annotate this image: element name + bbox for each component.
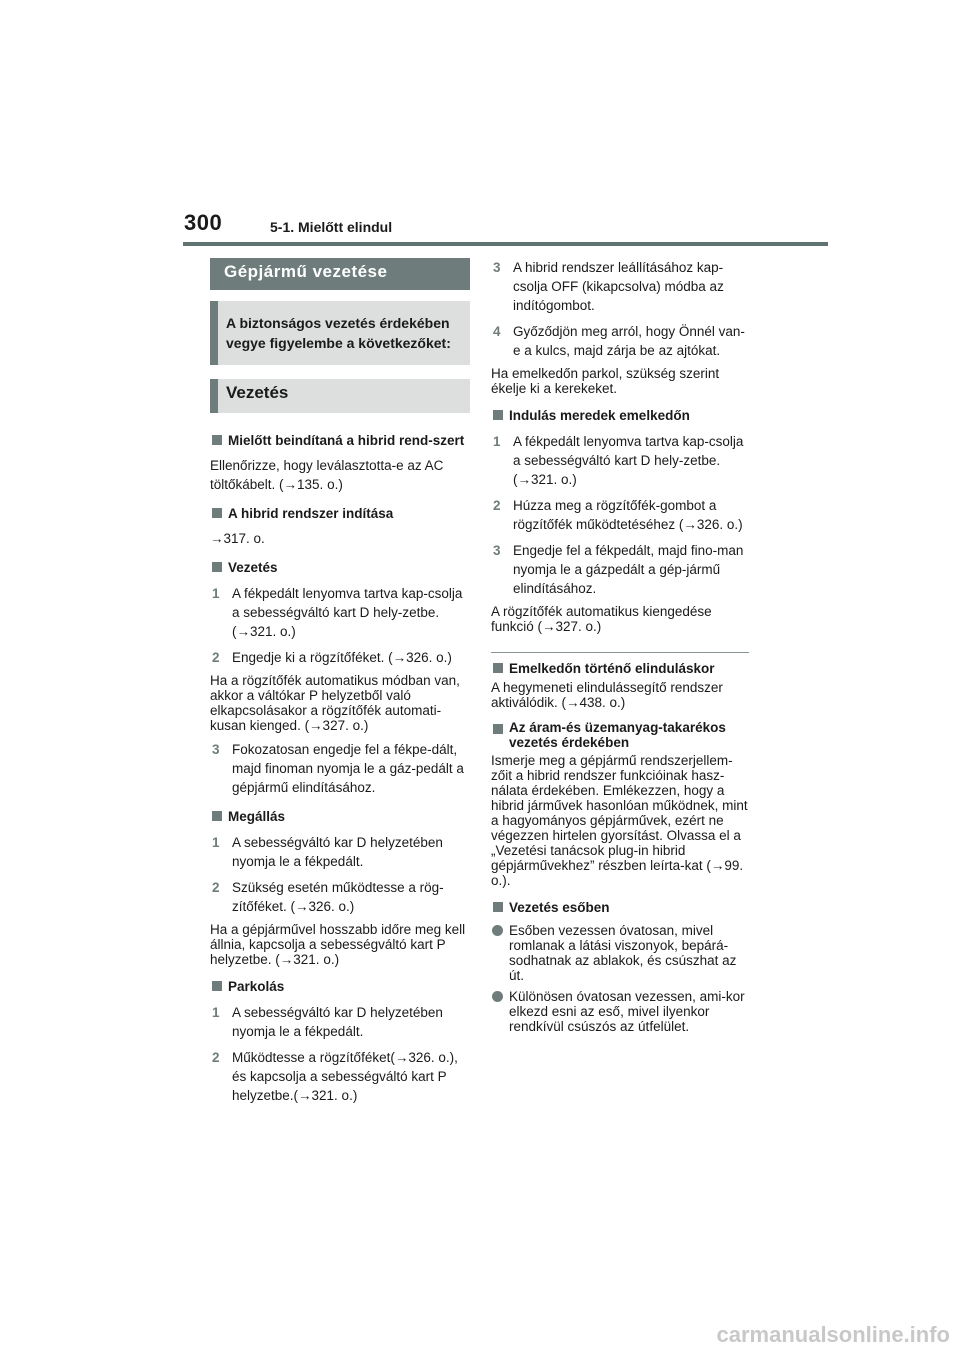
square-bullet-icon	[493, 410, 503, 420]
right-column	[491, 258, 751, 1034]
paragraph: Ha emelkedőn parkol, szükség szerint ékelje ki a kerekeket.	[491, 366, 720, 396]
left-column	[210, 258, 470, 1105]
section-divider	[491, 652, 749, 653]
square-bullet-icon	[493, 663, 503, 673]
intro-text: A biztonságos vezetés érdekében vegye figyelembe a következőket:	[226, 315, 451, 351]
step: 2 Szükség esetén működtesse a rög-zítőféket. (→326. o.)	[212, 880, 444, 914]
step: 2 Húzza meg a rögzítőfék-gombot a rögzítőfék működtetéséhez (→326. o.)	[493, 498, 743, 532]
heading-steep-start: Indulás meredek emelkedőn	[491, 406, 751, 425]
intro-box	[210, 301, 470, 365]
step: 3 A hibrid rendszer leállításához kap-csolja OFF (kikapcsolva) módba az indítógombot.	[493, 260, 724, 313]
square-bullet-icon	[212, 562, 222, 572]
step: 2 Működtesse a rögzítőféket(→326. o.), és kapcsolja a sebességváltó kart P helyzetbe.(→321. o.)	[212, 1050, 458, 1103]
list-item: Esőben vezessen óvatosan, mivel romlanak a látási viszonyok, bepárá-sodhatnak az ablakok, és csúszhat az út.	[491, 923, 751, 983]
heading-driving: Vezetés	[210, 558, 470, 577]
square-bullet-icon	[212, 508, 222, 518]
heading-start: A hibrid rendszer indítása	[210, 504, 470, 523]
step: 1 A sebességváltó kar D helyzetében nyomja le a fékpedált.	[212, 1005, 443, 1039]
circle-bullet-icon	[492, 991, 503, 1002]
square-bullet-icon	[493, 902, 503, 912]
step: 3 Fokozatosan engedje fel a fékpe-dált, majd finoman nyomja le a gáz-pedált a gépjármű elindításához.	[212, 742, 464, 795]
paragraph: A hegymeneti elindulássegítő rendszer aktiválódik. (→438. o.)	[491, 680, 723, 710]
paragraph: Ha a gépjárművel hosszabb időre meg kell állnia, kapcsolja a sebességváltó kart P helyzetbe. (→321. o.)	[210, 922, 466, 967]
heading-economy: Az áram-és üzemanyag-takarékos vezetés érdekében	[491, 720, 751, 750]
heading-stopping: Megállás	[210, 807, 470, 826]
step: 1 A fékpedált lenyomva tartva kap-csolja a sebességváltó kart D hely-zetbe. (→321. o.)	[493, 434, 744, 487]
square-bullet-icon	[212, 435, 222, 445]
square-bullet-icon	[493, 724, 503, 734]
heading-hill-start: Emelkedőn történő elinduláskor	[491, 659, 751, 678]
step: 3 Engedje fel a fékpedált, majd fino-man nyomja le a gázpedált a gép-jármű elindításához.	[493, 543, 744, 596]
page-number: 300	[184, 210, 223, 235]
section-title: 5-1. Mielőtt elindul	[270, 219, 393, 235]
step: 4 Győződjön meg arról, hogy Önnél van-e a kulcs, majd zárja be az ajtókat.	[493, 324, 745, 358]
circle-bullet-icon	[492, 925, 503, 936]
header-rule	[183, 242, 828, 246]
paragraph: →317. o.	[210, 531, 265, 546]
heading-rain: Vezetés esőben	[491, 898, 751, 917]
watermark: carmanualsonline.info	[716, 1322, 950, 1347]
square-bullet-icon	[212, 811, 222, 821]
paragraph: Ismerje meg a gépjármű rendszerjellem-zőit a hibrid rendszer funkcióinak hasz-nálata érdekében. Emlékezzen, hogy a hibrid járművek hasonlóan működnek, mint a hagyományos gépjárművek, ezért ne végezzen hirtelen gyorsítást. Olvassa el a „Vezetési tanácsok plug-in hibrid gépjárművekhez” részben leírta-kat (→99. o.).	[491, 753, 748, 888]
paragraph: A rögzítőfék automatikus kiengedése funkció (→327. o.)	[491, 604, 712, 634]
heading-parking: Parkolás	[210, 977, 470, 996]
paragraph: Ha a rögzítőfék automatikus módban van, akkor a váltókar P helyzetből való elkapcsolásakor a rögzítőfék automati-kusan kienged. (→327. o.)	[210, 673, 460, 733]
subtitle-banner: Vezetés	[210, 379, 470, 413]
step: 1 A sebességváltó kar D helyzetében nyomja le a fékpedált.	[212, 835, 443, 869]
step: 2 Engedje ki a rögzítőféket. (→326. o.)	[212, 650, 452, 665]
paragraph: Ellenőrizze, hogy leválasztotta-e az AC töltőkábelt. (→135. o.)	[210, 458, 444, 492]
heading-before-start: Mielőtt beindítaná a hibrid rend-szert	[210, 431, 470, 450]
list-item: Különösen óvatosan vezessen, ami-kor elkezd esni az eső, mivel ilyenkor rendkívül csúszós az útfelület.	[491, 989, 751, 1034]
chapter-banner: Gépjármű vezetése	[210, 258, 470, 290]
step: 1 A fékpedált lenyomva tartva kap-csolja a sebességváltó kart D hely-zetbe. (→321. o.)	[212, 586, 463, 639]
square-bullet-icon	[212, 981, 222, 991]
